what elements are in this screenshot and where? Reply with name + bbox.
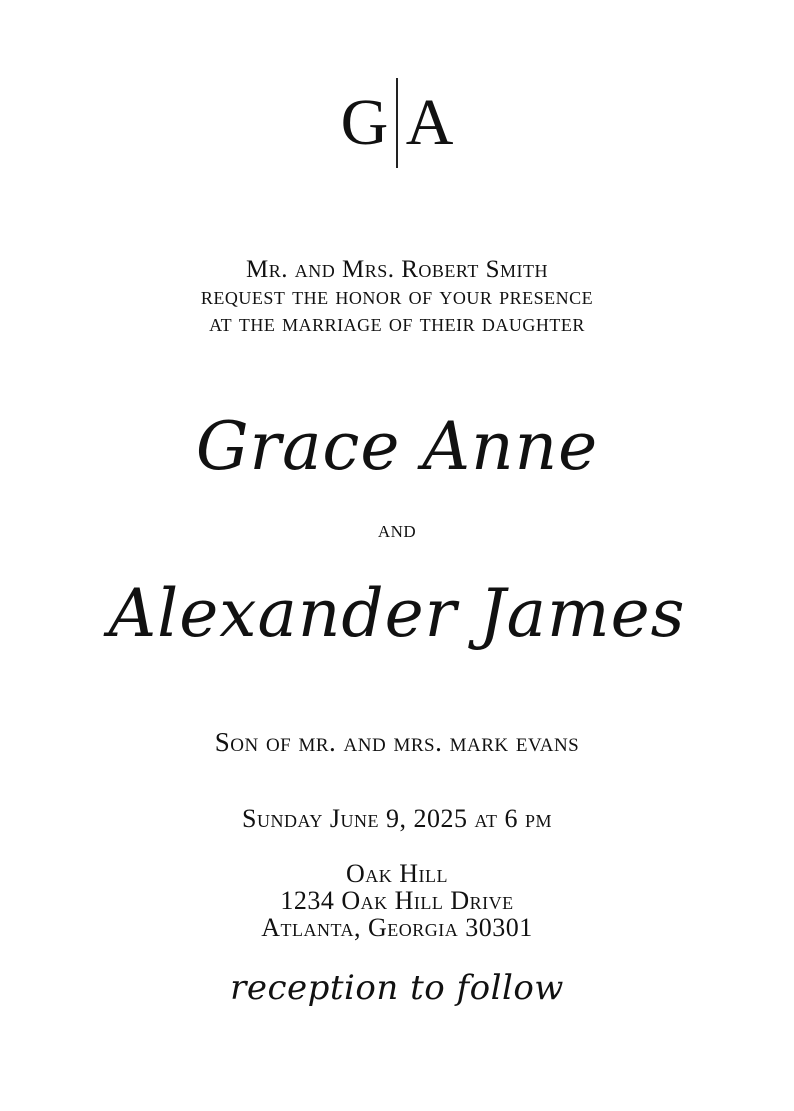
monogram-right-initial: A	[405, 86, 454, 159]
marriage-line: at the marriage of their daughter	[209, 310, 585, 337]
monogram	[0, 78, 794, 168]
venue-city: Atlanta, Georgia 30301	[261, 913, 533, 942]
bride-name: Grace Anne	[195, 408, 599, 485]
reception-note: reception to follow	[230, 968, 564, 1008]
hosts-request	[0, 256, 794, 337]
groom-name: Alexander James	[108, 575, 686, 652]
venue-name: Oak Hill	[345, 859, 449, 888]
hosts-line: Mr. and Mrs. Robert Smith	[246, 256, 548, 283]
monogram-divider	[396, 78, 398, 168]
monogram-left-initial: G	[340, 86, 389, 159]
conjunction: and	[377, 517, 417, 543]
venue-street: 1234 Oak Hill Drive	[280, 886, 514, 915]
groom-parents: Son of mr. and mrs. mark evans	[214, 727, 580, 757]
event-datetime: Sunday June 9, 2025 at 6 pm	[242, 804, 552, 833]
venue-address	[0, 860, 794, 941]
request-line: request the honor of your presence	[200, 283, 594, 310]
